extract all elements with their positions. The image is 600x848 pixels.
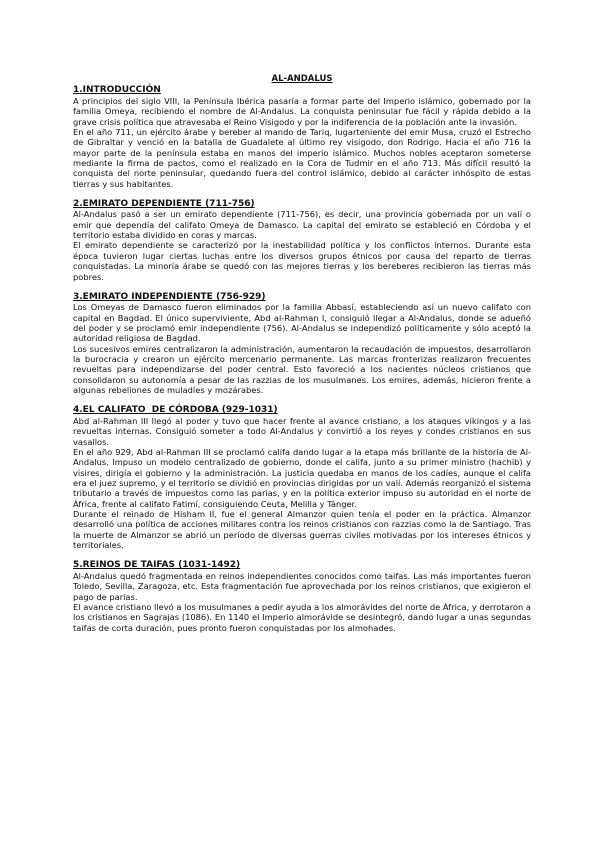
section-introduccion: [73, 85, 531, 189]
document-title: AL-ANDALUS: [271, 74, 333, 84]
paragraph: El emirato dependiente se caracterizó por la inestabilidad política y los conflictos internos. Durante esta época tuvieron lugar ciertas luchas entre los diversos grupos étnicos por causa del reparto de tierras conquistadas. La minoría árabe se quedó con las mejores tierras y los bereberes recibieron las tierras más pobres.: [73, 240, 531, 282]
paragraph: En el año 711, un ejército árabe y bereber al mando de Tariq, lugarteniente del emir Musa, cruzó el Estrecho de Gibraltar y venció en la batalla de Guadalete al último rey visigodo, don Rodrigo. Hacia el año 716 la mayor parte de la península estaba en manos del imperio islámico. Muchos nobles aceptaron someterse mediante la firma de pactos, como el realizado en la Cora de Tudmir en el año 713. Más difícil resultó la conquista del norte peninsular, quedando fuera del control islámico, debido al carácter inhóspito de estas tierras y sus habitantes.: [73, 126, 531, 189]
section-heading: 4.EL CALIFATO DE CÓRDOBA (929-1031): [73, 405, 278, 416]
section-heading: 5.REINOS DE TAIFAS (1031-1492): [73, 560, 241, 571]
paragraph: A principios del siglo VIII, la Península Ibérica pasaría a formar parte del Imperio islámico, gobernado por la familia Omeya, recibiendo el nombre de Al-Andalus. La conquista peninsular fue fácil y rápida debido a la grave crisis política que atravesaba el Reino Visigodo y por la indiferencia de la población ante la invasión.: [73, 95, 531, 127]
section-emirato-independiente: [73, 292, 531, 396]
paragraph: Al-Andalus pasó a ser un emirato dependiente (711-756), es decir, una provincia gobernada por un valí o emir que dependía del califato Omeya de Damasco. La capital del emirato se estableció en Córdoba y el territorio estaba dividido en coras y marcas.: [73, 209, 531, 241]
paragraph: Abd al-Rahman III llegó al poder y tuvo que hacer frente al avance cristiano, a los ataques vikingos y a las revueltas internas. Consiguió someter a todo Al-Andalus y convirtió a los reyes y condes cristianos en sus vasallos.: [73, 415, 531, 447]
section-califato-cordoba: [73, 405, 531, 550]
paragraph: En el año 929, Abd al-Rahman III se proclamó califa dando lugar a la etapa más brillante de la historia de Al-Andalus. Impuso un modelo centralizado de gobierno, donde el califa, junto a su primer ministro (hachib) y visires, dirigía el gobierno y la administración. La justicia quedaba en manos de los cadíes, aunque el califa era el juez supremo, y el territorio se dividió en provincias dirigidas por un valí. Además reorganizó el sistema tributario a través de impuestos como las parias, y en la política exterior impuso su autoridad en el norte de África, frente al califato Fatimí, consiguiendo Ceuta, Melilla y Tánger.: [73, 446, 531, 509]
paragraph: El avance cristiano llevó a los musulmanes a pedir ayuda a los almorávides del norte de África, y derrotaron a los cristianos en Sagrajas (1086). En 1140 el Imperio almorávide se desintegró, dando lugar a unas segundas taifas de corta duración, pues pronto fueron conquistadas por los almohades.: [73, 601, 531, 633]
section-heading: 3.EMIRATO INDEPENDIENTE (756-929): [73, 291, 266, 302]
paragraph: Durante el reinado de Hisham II, fue el general Almanzor quien tenía el poder en la práctica. Almanzor desarrolló una política de acciones militares contra los reinos cristianos con razzias como la de Santiago. Tras la muerte de Almanzor se abrió un período de diversas guerras civiles motivadas por los intereses étnicos y territoriales.: [73, 509, 531, 551]
section-heading: 1.INTRODUCCIÓN: [73, 85, 161, 96]
paragraph: Al-Andalus quedó fragmentada en reinos independientes conocidos como taifas. Las más importantes fueron Toledo, Sevilla, Zaragoza, etc. Esta fragmentación fue aprovechada por los reinos cristianos, que exigieron el pago de parias.: [73, 570, 531, 602]
paragraph: Los Omeyas de Damasco fueron eliminados por la familia Abbasí, estableciendo así un nuevo califato con capital en Bagdad. El único superviviente, Abd al-Rahman I, consiguió llegar a Al-Andalus, donde se adueñó del poder y se proclamó emir independiente (756). Al-Andalus se independizó políticamente y sólo aceptó la autoridad religiosa de Bagdad.: [73, 302, 531, 344]
section-emirato-dependiente: [73, 199, 531, 282]
section-reinos-taifas: [73, 560, 531, 633]
section-heading: 2.EMIRATO DEPENDIENTE (711-756): [73, 198, 255, 209]
document-page: [73, 74, 531, 643]
paragraph: Los sucesivos emires centralizaron la administración, aumentaron la recaudación de impuestos, desarrollaron la burocracia y crearon un ejército mercenario permanente. Las marcas fronterizas realizaron frecuentes revueltas para independizarse del poder central. Esto favoreció a los nacientes núcleos cristianos que consolidaron su autonomía a pesar de las razzias de los musulmanes. Los emires, además, hicieron frente a algunas rebeliones de muladíes y mozárabes.: [73, 343, 531, 396]
